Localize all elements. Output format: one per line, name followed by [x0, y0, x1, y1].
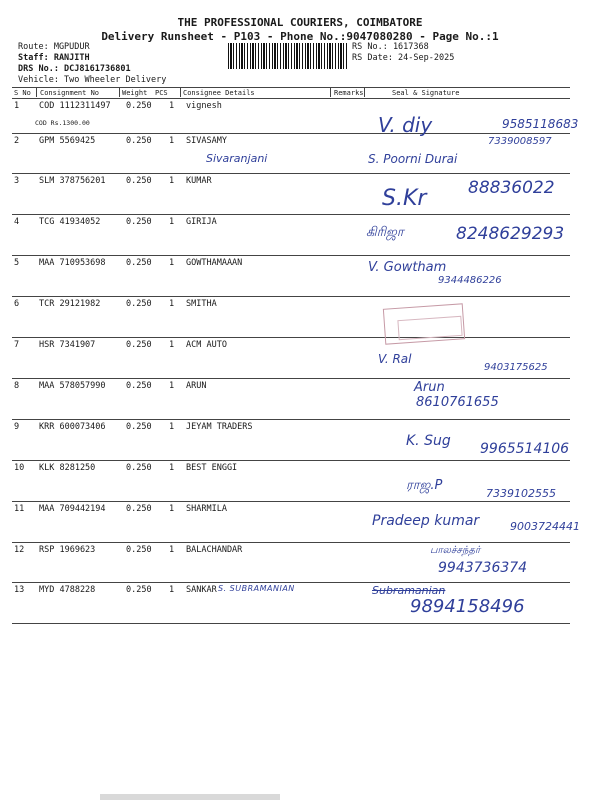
col-header-seal: Seal & Signature — [392, 89, 460, 97]
col-header-pcs: PCS — [155, 89, 168, 97]
route-label: Route: MGPUDUR — [18, 42, 90, 52]
handwritten-phone: 8248629293 — [456, 224, 565, 244]
signature: Subramanian — [372, 584, 446, 597]
row-sno: 6 — [14, 299, 20, 309]
scan-smudge — [100, 794, 280, 800]
handwritten-phone: 7339008597 — [488, 136, 552, 147]
row-consignee: GIRIJA — [186, 217, 217, 227]
row-weight: 0.250 — [126, 463, 152, 473]
row-consignment: GPM 5569425 — [39, 136, 96, 146]
row-consignment: MAA 709442194 — [39, 504, 106, 514]
signature: V. Ral — [378, 352, 412, 366]
row-consignment: RSP 1969623 — [39, 545, 96, 555]
row-sno: 10 — [14, 463, 25, 473]
row-pcs: 1 — [169, 545, 175, 555]
signature: Pradeep kumar — [372, 513, 480, 529]
drs-number: DRS No.: DCJ8161736801 — [18, 64, 131, 74]
row-consignment: COD 1112311497 — [39, 101, 111, 111]
row-consignee: vignesh — [186, 101, 222, 111]
signature: கிரிஜா — [366, 225, 404, 240]
handwritten-phone: 9965514106 — [480, 441, 570, 457]
row-pcs: 1 — [169, 422, 175, 432]
row-consignment: KRR 600073406 — [39, 422, 106, 432]
row-sno: 12 — [14, 545, 25, 555]
signature: V. Gowtham — [368, 260, 447, 275]
row-consignment: MAA 710953698 — [39, 258, 106, 268]
col-divider — [36, 88, 37, 97]
handwritten-phone: 88836022 — [468, 178, 555, 198]
handwritten-phone: 8610761655 — [416, 395, 499, 410]
row-pcs: 1 — [169, 101, 175, 111]
handwritten-phone: 9943736374 — [438, 560, 528, 576]
row-consignment: TCG 41934052 — [39, 217, 101, 227]
row-pcs: 1 — [169, 176, 175, 186]
row-weight: 0.250 — [126, 299, 152, 309]
row-sno: 4 — [14, 217, 20, 227]
rs-number: RS No.: 1617368 — [352, 42, 429, 52]
row-consignment: HSR 7341907 — [39, 340, 96, 350]
row-pcs: 1 — [169, 381, 175, 391]
row-consignee: ACM AUTO — [186, 340, 227, 350]
runsheet-title: Delivery Runsheet - P103 - Phone No.:9047080280 - Page No.:1 — [101, 30, 499, 43]
row-consignee: SANKAR — [186, 585, 217, 595]
row-consignee: SIVASAMY — [186, 136, 227, 146]
signature: ராஜ.P — [406, 478, 443, 493]
table-row — [12, 134, 570, 175]
handwritten-phone: 9344486226 — [438, 275, 502, 286]
row-weight: 0.250 — [126, 545, 152, 555]
row-consignee: ARUN — [186, 381, 207, 391]
col-divider — [119, 88, 120, 97]
handwritten-name: S. SUBRAMANIAN — [218, 584, 295, 593]
row-weight: 0.250 — [126, 101, 152, 111]
cod-amount: COD Rs.1300.00 — [35, 119, 90, 127]
row-pcs: 1 — [169, 299, 175, 309]
signature: S.Kr — [382, 186, 427, 211]
row-weight: 0.250 — [126, 136, 152, 146]
company-title: THE PROFESSIONAL COURIERS, COIMBATORE — [177, 16, 423, 29]
row-pcs: 1 — [169, 463, 175, 473]
row-consignee: BALACHANDAR — [186, 545, 243, 555]
row-consignee: SHARMILA — [186, 504, 227, 514]
table-bottom-rule — [12, 623, 570, 624]
row-consignment: KLK 8281250 — [39, 463, 96, 473]
row-sno: 3 — [14, 176, 20, 186]
vehicle-label: Vehicle: Two Wheeler Delivery — [18, 75, 167, 85]
table-row — [12, 297, 570, 338]
signature: K. Sug — [406, 433, 451, 449]
row-sno: 7 — [14, 340, 20, 350]
row-sno: 5 — [14, 258, 20, 268]
row-pcs: 1 — [169, 340, 175, 350]
row-weight: 0.250 — [126, 585, 152, 595]
row-pcs: 1 — [169, 504, 175, 514]
row-weight: 0.250 — [126, 381, 152, 391]
row-sno: 8 — [14, 381, 20, 391]
row-sno: 11 — [14, 504, 25, 514]
table-top-rule — [12, 87, 570, 88]
signature: V. diy — [378, 113, 433, 137]
row-weight: 0.250 — [126, 217, 152, 227]
row-consignee: GOWTHAMAAAN — [186, 258, 243, 268]
staff-label: Staff: RANJITH — [18, 53, 90, 63]
row-consignee: KUMAR — [186, 176, 212, 186]
handwritten-phone: 7339102555 — [486, 487, 556, 500]
signature: பாலச்சந்தர் — [430, 545, 481, 556]
row-consignee: BEST ENGGI — [186, 463, 238, 473]
handwritten-phone: 9894158496 — [410, 596, 525, 617]
handwritten-phone: 9585118683 — [502, 117, 579, 131]
col-header-consignee: Consignee Details — [183, 89, 255, 97]
row-sno: 13 — [14, 585, 25, 595]
row-pcs: 1 — [169, 217, 175, 227]
row-pcs: 1 — [169, 585, 175, 595]
barcode — [228, 43, 348, 69]
col-divider — [364, 88, 365, 97]
col-header-consignment: Consignment No — [40, 89, 100, 97]
row-consignee: SMITHA — [186, 299, 217, 309]
row-consignment: MAA 578057990 — [39, 381, 106, 391]
row-sno: 1 — [14, 101, 20, 111]
row-consignment: SLM 378756201 — [39, 176, 106, 186]
col-header-sno: S No — [14, 89, 31, 97]
row-weight: 0.250 — [126, 340, 152, 350]
row-weight: 0.250 — [126, 504, 152, 514]
row-weight: 0.250 — [126, 422, 152, 432]
row-weight: 0.250 — [126, 258, 152, 268]
col-divider — [330, 88, 331, 97]
row-consignment: TCR 29121982 — [39, 299, 101, 309]
handwritten-phone: 9003724441 — [510, 520, 580, 533]
table-row — [12, 502, 570, 543]
signature: Arun — [414, 380, 445, 395]
col-header-remarks: Remarks — [334, 89, 364, 97]
row-pcs: 1 — [169, 136, 175, 146]
col-header-weight: Weight — [122, 89, 148, 97]
handwritten-name: Sivaranjani — [206, 152, 268, 165]
col-divider — [180, 88, 181, 97]
row-sno: 2 — [14, 136, 20, 146]
row-consignee: JEYAM TRADERS — [186, 422, 253, 432]
row-pcs: 1 — [169, 258, 175, 268]
row-weight: 0.250 — [126, 176, 152, 186]
row-sno: 9 — [14, 422, 20, 432]
row-consignment: MYD 4788228 — [39, 585, 96, 595]
signature: S. Poorni Durai — [368, 152, 458, 166]
handwritten-phone: 9403175625 — [484, 362, 548, 373]
rs-date: RS Date: 24-Sep-2025 — [352, 53, 455, 63]
